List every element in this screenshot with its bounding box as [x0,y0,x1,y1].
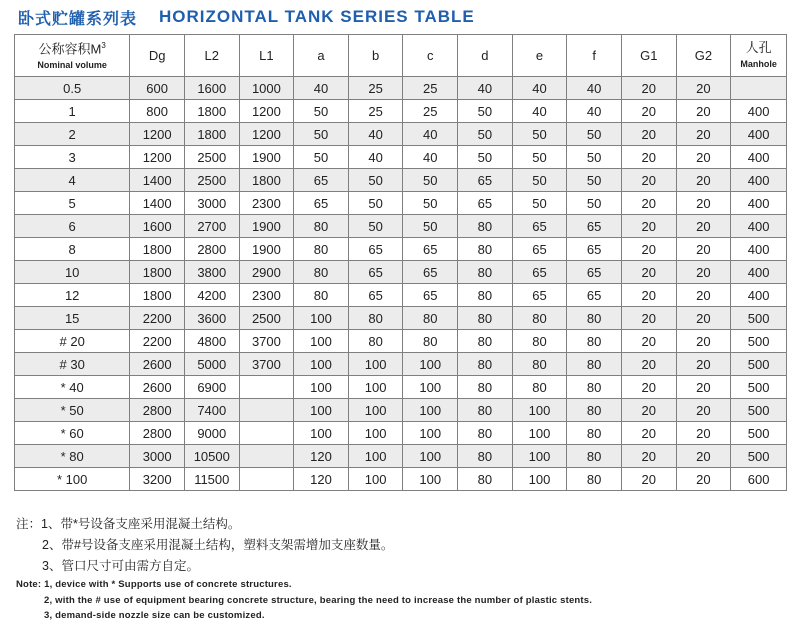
table-cell: 100 [348,376,403,399]
cell-nominal-volume: 2 [15,123,130,146]
table-cell: 100 [512,445,567,468]
table-row [15,284,787,307]
table-cell: 400 [731,123,787,146]
table-cell: 65 [348,238,403,261]
table-cell: 20 [621,100,676,123]
table-cell: 80 [458,307,513,330]
table-cell: 65 [294,192,349,215]
table-cell: 65 [458,192,513,215]
table-cell: 1800 [184,123,239,146]
header-col: a [294,35,349,77]
table-cell: 65 [348,284,403,307]
header-col: e [512,35,567,77]
table-cell: 80 [567,307,622,330]
table-cell: 400 [731,192,787,215]
table-cell: 40 [348,123,403,146]
table-cell: 1800 [184,100,239,123]
table-cell: 1800 [130,284,185,307]
table-cell: 500 [731,353,787,376]
table-cell: 400 [731,146,787,169]
table-cell: 80 [458,261,513,284]
table-cell: 80 [294,215,349,238]
table-cell: 65 [403,238,458,261]
table-cell: 2600 [130,353,185,376]
table-cell: 80 [458,284,513,307]
table-row [15,192,787,215]
table-cell: 400 [731,238,787,261]
cell-nominal-volume: 3 [15,146,130,169]
table-cell: 100 [512,399,567,422]
table-cell [239,399,294,422]
table-cell: 50 [567,192,622,215]
table-cell: 100 [348,445,403,468]
table-cell: 25 [403,77,458,100]
table-cell: 20 [621,284,676,307]
table-cell: 40 [403,146,458,169]
table-cell: 80 [294,238,349,261]
table-cell: 1800 [130,238,185,261]
table-cell: 600 [130,77,185,100]
note-cn-item: 1、带*号设备支座采用混凝土结构。 [41,517,241,531]
table-cell: 120 [294,445,349,468]
table-cell: 3000 [184,192,239,215]
table-cell: 20 [676,330,731,353]
table-cell: 20 [676,422,731,445]
table-cell: 80 [567,399,622,422]
table-cell: 100 [348,422,403,445]
table-cell: 65 [567,261,622,284]
table-cell: 2500 [184,146,239,169]
table-cell: 800 [130,100,185,123]
table-cell: 65 [458,169,513,192]
table-cell: 80 [512,307,567,330]
table-cell: 80 [294,284,349,307]
table-cell: 80 [458,468,513,491]
table-cell: 20 [621,307,676,330]
table-cell: 100 [403,399,458,422]
table-cell: 80 [512,376,567,399]
notes-chinese [16,514,393,577]
cell-nominal-volume: 15 [15,307,130,330]
table-cell: 1900 [239,215,294,238]
table-cell: 40 [512,100,567,123]
table-cell: 80 [458,215,513,238]
table-cell: 100 [294,399,349,422]
table-cell: 500 [731,307,787,330]
table-cell: 10500 [184,445,239,468]
table-cell: 50 [348,192,403,215]
header-col: b [348,35,403,77]
table-cell: 400 [731,215,787,238]
table-cell [239,468,294,491]
table-cell: 25 [348,77,403,100]
table-cell: 40 [403,123,458,146]
header-nominal-volume [15,35,130,77]
table-cell: 100 [294,330,349,353]
table-cell: 20 [621,399,676,422]
table-cell: 2300 [239,284,294,307]
table-row [15,261,787,284]
header-volume-en: Nominal volume [37,60,107,71]
table-cell: 500 [731,330,787,353]
table-cell: 80 [348,330,403,353]
table-cell: 1200 [130,146,185,169]
table-cell: 1600 [184,77,239,100]
table-cell: 1400 [130,169,185,192]
header-col: G1 [621,35,676,77]
table-cell [239,376,294,399]
notes-cn-label: 注： [16,517,42,531]
table-cell: 80 [458,330,513,353]
table-cell: 2200 [130,307,185,330]
cell-nominal-volume: 1 [15,100,130,123]
title-cn: 卧式贮罐系列表 [18,10,138,28]
table-cell: 50 [512,146,567,169]
table-cell: 20 [621,215,676,238]
table-cell: 1800 [239,169,294,192]
header-manhole-cn: 人孔 [745,39,772,55]
table-cell: 2500 [239,307,294,330]
table-cell: 4200 [184,284,239,307]
table-cell: 20 [676,100,731,123]
table-row [15,307,787,330]
table-cell: 20 [676,238,731,261]
table-row [15,399,787,422]
table-cell: 40 [348,146,403,169]
table-cell: 20 [621,261,676,284]
table-cell: 3200 [130,468,185,491]
table-cell: 80 [512,353,567,376]
table-cell: 600 [731,468,787,491]
table-cell: 1200 [239,100,294,123]
table-cell: 20 [676,169,731,192]
table-body [15,77,787,491]
table-cell: 50 [458,146,513,169]
table-cell: 3800 [184,261,239,284]
header-col: G2 [676,35,731,77]
table-row [15,169,787,192]
table-row [15,330,787,353]
table-cell: 80 [458,353,513,376]
table-row [15,445,787,468]
table-cell: 50 [348,169,403,192]
table-cell: 1900 [239,146,294,169]
table-cell: 100 [294,353,349,376]
table-cell: 400 [731,169,787,192]
table-cell: 100 [403,353,458,376]
title-en: HORIZONTAL TANK SERIES TABLE [159,7,475,26]
table-cell: 50 [458,123,513,146]
table-row [15,215,787,238]
table-cell: 100 [403,468,458,491]
header-col: Dg [130,35,185,77]
cell-nominal-volume: * 80 [15,445,130,468]
table-cell: 20 [676,445,731,468]
table-cell: 500 [731,445,787,468]
table-cell: 50 [458,100,513,123]
table-cell: 400 [731,284,787,307]
table-cell: 400 [731,261,787,284]
table-cell: 4800 [184,330,239,353]
table-cell: 65 [512,261,567,284]
table-cell: 20 [676,399,731,422]
header-col: L1 [239,35,294,77]
cell-nominal-volume: 0.5 [15,77,130,100]
table-cell: 80 [567,330,622,353]
note-cn-item: 3、管口尺寸可由需方自定。 [42,559,199,573]
cell-nominal-volume: 4 [15,169,130,192]
table-cell: 20 [621,169,676,192]
table-cell: 80 [567,376,622,399]
table-cell: 65 [567,238,622,261]
table-cell: 2800 [130,399,185,422]
table-cell: 100 [294,376,349,399]
table-cell: 50 [512,169,567,192]
table-cell: 65 [512,238,567,261]
table-cell: 2300 [239,192,294,215]
table-cell: 20 [676,77,731,100]
table-cell: 65 [403,284,458,307]
table-cell: 20 [676,284,731,307]
table-cell: 50 [567,169,622,192]
table-cell: 50 [567,123,622,146]
table-cell: 1000 [239,77,294,100]
table-cell: 1900 [239,238,294,261]
table-cell: 80 [458,376,513,399]
table-cell: 1200 [130,123,185,146]
cell-nominal-volume: * 60 [15,422,130,445]
table-cell: 100 [348,353,403,376]
table-cell: 80 [458,399,513,422]
table-cell: 500 [731,399,787,422]
table-cell: 20 [621,146,676,169]
note-en-item: 1, device with * Supports use of concrete structures. [44,579,292,590]
table-row [15,468,787,491]
cell-nominal-volume: * 100 [15,468,130,491]
table-row [15,376,787,399]
table-cell: 1600 [130,215,185,238]
table-cell: 2500 [184,169,239,192]
table-cell: 3700 [239,353,294,376]
table-cell: 80 [458,238,513,261]
note-en-row [16,577,592,593]
table-row [15,146,787,169]
table-cell: 9000 [184,422,239,445]
table-cell: 100 [512,468,567,491]
table-row [15,238,787,261]
header-manhole [731,35,787,77]
table-cell: 500 [731,422,787,445]
cell-nominal-volume: # 20 [15,330,130,353]
table-cell: 2200 [130,330,185,353]
table-cell: 40 [567,100,622,123]
cell-nominal-volume: 12 [15,284,130,307]
table-row [15,422,787,445]
tank-series-table [14,34,787,491]
table-cell: 50 [294,146,349,169]
cell-nominal-volume: 5 [15,192,130,215]
note-cn-row [16,514,393,535]
header-col: d [458,35,513,77]
table-cell: 1400 [130,192,185,215]
table-cell: 20 [676,307,731,330]
cell-nominal-volume: * 50 [15,399,130,422]
table-cell: 20 [621,192,676,215]
header-volume-cn: 公称容积M [38,41,102,57]
table-cell: 20 [621,422,676,445]
table-cell: 100 [403,376,458,399]
table-row [15,123,787,146]
table-cell: 65 [512,215,567,238]
table-cell: 3000 [130,445,185,468]
table-cell: 65 [567,215,622,238]
table-cell: 11500 [184,468,239,491]
table-cell: 20 [676,123,731,146]
table-cell: 80 [567,422,622,445]
page-title [18,5,475,29]
table-cell: 400 [731,100,787,123]
header-col: f [567,35,622,77]
table-cell: 40 [458,77,513,100]
table-cell: 50 [403,169,458,192]
table-cell: 20 [676,192,731,215]
table-cell: 3600 [184,307,239,330]
note-en-item: 3, demand-side nozzle size can be customized. [44,610,265,621]
cell-nominal-volume: * 40 [15,376,130,399]
table-cell: 65 [403,261,458,284]
table-row [15,100,787,123]
header-col: c [403,35,458,77]
table-cell: 2700 [184,215,239,238]
table-cell: 2800 [130,422,185,445]
table-cell: 20 [621,376,676,399]
table-row [15,77,787,100]
table-cell: 20 [621,445,676,468]
table-cell: 1200 [239,123,294,146]
table-cell: 50 [348,215,403,238]
header-volume-sup: 3 [101,40,106,50]
table-cell: 65 [567,284,622,307]
table-cell: 50 [294,100,349,123]
table-cell: 20 [676,376,731,399]
table-cell: 2900 [239,261,294,284]
table-cell: 80 [567,353,622,376]
cell-nominal-volume: 10 [15,261,130,284]
cell-nominal-volume: 8 [15,238,130,261]
table-cell: 50 [512,192,567,215]
table-cell: 50 [403,192,458,215]
table-cell [239,445,294,468]
table-cell: 25 [403,100,458,123]
table-cell: 20 [621,123,676,146]
table-cell: 65 [294,169,349,192]
table-cell: 2800 [184,238,239,261]
note-cn-item: 2、带#号设备支座采用混凝土结构，塑料支架需增加支座数量。 [42,538,394,552]
notes-en-label: Note: [16,579,42,590]
table-cell: 100 [294,307,349,330]
table-cell: 80 [458,445,513,468]
table-cell: 20 [676,261,731,284]
cell-nominal-volume: # 30 [15,353,130,376]
table-cell: 80 [403,330,458,353]
table-cell: 20 [621,468,676,491]
table-cell: 100 [348,399,403,422]
table-cell: 20 [621,330,676,353]
table-cell: 40 [512,77,567,100]
table-header-row [15,35,787,77]
table-cell: 20 [621,77,676,100]
table-cell: 80 [567,468,622,491]
table-cell: 65 [512,284,567,307]
table-cell [731,77,787,100]
table-cell: 80 [512,330,567,353]
table-cell: 50 [403,215,458,238]
table-cell [239,422,294,445]
table-cell: 5000 [184,353,239,376]
table-cell: 100 [348,468,403,491]
table-cell: 20 [676,215,731,238]
table-cell: 20 [621,238,676,261]
table-cell: 100 [403,445,458,468]
table-cell: 3700 [239,330,294,353]
table-cell: 7400 [184,399,239,422]
table-cell: 20 [676,468,731,491]
table-cell: 80 [348,307,403,330]
table-cell: 2600 [130,376,185,399]
table-cell: 20 [621,353,676,376]
table-cell: 25 [348,100,403,123]
table-cell: 50 [512,123,567,146]
table-cell: 65 [348,261,403,284]
table-cell: 100 [403,422,458,445]
table-cell: 40 [294,77,349,100]
note-en-item: 2, with the # use of equipment bearing concrete structure, bearing the need to increase the number of plastic stents. [44,594,593,606]
header-manhole-en: Manhole [740,58,777,69]
table-row [15,353,787,376]
notes-english [16,577,592,624]
table-cell: 80 [403,307,458,330]
header-col: L2 [184,35,239,77]
table-cell: 80 [458,422,513,445]
table-cell: 20 [676,146,731,169]
table-cell: 500 [731,376,787,399]
table-cell: 100 [512,422,567,445]
table-cell: 6900 [184,376,239,399]
table-cell: 80 [294,261,349,284]
table-cell: 100 [294,422,349,445]
table-cell: 40 [567,77,622,100]
table-cell: 50 [567,146,622,169]
table-cell: 50 [294,123,349,146]
table-cell: 20 [676,353,731,376]
table-cell: 120 [294,468,349,491]
table-cell: 1800 [130,261,185,284]
cell-nominal-volume: 6 [15,215,130,238]
table-cell: 80 [567,445,622,468]
